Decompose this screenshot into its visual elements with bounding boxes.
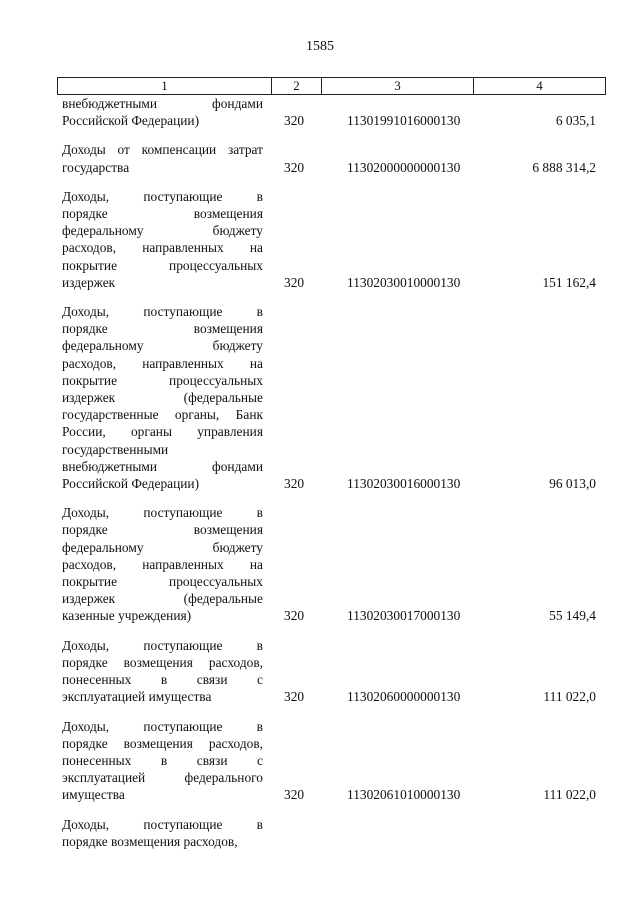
- row-amount: 111 022,0: [543, 787, 596, 803]
- description-line: Российской Федерации): [62, 113, 200, 129]
- row-description: [62, 816, 263, 850]
- row-amount: 6 035,1: [555, 113, 596, 129]
- description-line: эксплуатацией федерального: [62, 770, 263, 786]
- description-line: Доходы, поступающие в: [62, 816, 263, 832]
- row-description: [62, 718, 263, 804]
- description-line: федеральному бюджету: [62, 223, 263, 239]
- page-number: 1585: [306, 39, 334, 54]
- description-line: Доходы, поступающие в: [62, 505, 263, 521]
- description-line: порядке возмещения расходов,: [62, 833, 238, 849]
- row-budget-code: 11302000000000130: [347, 159, 461, 175]
- description-line: имущества: [62, 787, 125, 803]
- row-budget-code: 11302061010000130: [347, 787, 461, 803]
- description-line: понесенных в связи с: [62, 752, 263, 768]
- row-admin-code: 320: [284, 608, 305, 624]
- table-row: [62, 637, 602, 706]
- description-line: государственные органы, Банк: [62, 407, 263, 423]
- row-admin-code: 320: [284, 476, 305, 492]
- row-admin-code: 320: [284, 787, 305, 803]
- column-header-1: 1: [58, 78, 272, 94]
- row-budget-code: 11302030010000130: [347, 274, 461, 290]
- description-line: внебюджетными фондами: [62, 458, 263, 474]
- table-row: [62, 718, 602, 804]
- row-admin-code: 320: [284, 159, 305, 175]
- table-row: [62, 816, 602, 850]
- description-line: покрытие процессуальных: [62, 574, 263, 590]
- description-line: издержек: [62, 274, 116, 290]
- description-line: внебюджетными фондами: [62, 96, 263, 111]
- row-description: [62, 504, 263, 624]
- description-line: порядке возмещения: [62, 206, 263, 222]
- description-line: покрытие процессуальных: [62, 257, 263, 273]
- row-admin-code: 320: [284, 274, 305, 290]
- row-budget-code: 11302030016000130: [347, 476, 461, 492]
- description-line: порядке возмещения: [62, 321, 263, 337]
- description-line: расходов, направленных на: [62, 240, 263, 256]
- description-line: эксплуатацией имущества: [62, 689, 212, 705]
- description-line: Доходы, поступающие в: [62, 637, 263, 653]
- row-description: [62, 141, 263, 175]
- description-line: расходов, направленных на: [62, 355, 263, 371]
- description-line: России, органы управления: [62, 424, 263, 440]
- description-line: казенные учреждения): [62, 608, 192, 624]
- row-admin-code: 320: [284, 689, 305, 705]
- table-header: [57, 77, 606, 95]
- description-line: Российской Федерации): [62, 476, 200, 492]
- table-row: [62, 504, 602, 624]
- description-line: федеральному бюджету: [62, 539, 263, 555]
- description-line: государства: [62, 159, 130, 175]
- description-line: издержек (федеральные: [62, 390, 263, 406]
- column-header-2: 2: [272, 78, 322, 94]
- column-header-3: 3: [322, 78, 474, 94]
- row-budget-code: 11302030017000130: [347, 608, 461, 624]
- table-row: [62, 141, 602, 175]
- description-line: порядке возмещения: [62, 522, 263, 538]
- table-row: [62, 188, 602, 291]
- description-line: расходов, направленных на: [62, 556, 263, 572]
- description-line: государственными: [62, 441, 169, 457]
- description-line: Доходы, поступающие в: [62, 718, 263, 734]
- table-row: [62, 95, 602, 129]
- column-header-4: 4: [536, 78, 543, 93]
- row-amount: 96 013,0: [549, 476, 596, 492]
- row-budget-code: 11302060000000130: [347, 689, 461, 705]
- row-description: [62, 637, 263, 706]
- description-line: порядке возмещения расходов,: [62, 654, 263, 670]
- description-line: Доходы, поступающие в: [62, 304, 263, 320]
- row-description: [62, 95, 263, 129]
- row-amount: 55 149,4: [549, 608, 596, 624]
- description-line: понесенных в связи с: [62, 672, 263, 688]
- description-line: федеральному бюджету: [62, 338, 263, 354]
- description-line: Доходы, поступающие в: [62, 188, 263, 204]
- row-amount: 151 162,4: [542, 274, 596, 290]
- row-amount: 6 888 314,2: [532, 159, 596, 175]
- row-description: [62, 188, 263, 291]
- row-budget-code: 11301991016000130: [347, 113, 461, 129]
- description-line: издержек (федеральные: [62, 591, 263, 607]
- row-amount: 111 022,0: [543, 689, 596, 705]
- description-line: Доходы от компенсации затрат: [62, 142, 263, 158]
- row-admin-code: 320: [284, 113, 305, 129]
- description-line: порядке возмещения расходов,: [62, 735, 263, 751]
- table-body: [62, 95, 602, 862]
- row-description: [62, 303, 263, 492]
- description-line: покрытие процессуальных: [62, 372, 263, 388]
- table-row: [62, 303, 602, 492]
